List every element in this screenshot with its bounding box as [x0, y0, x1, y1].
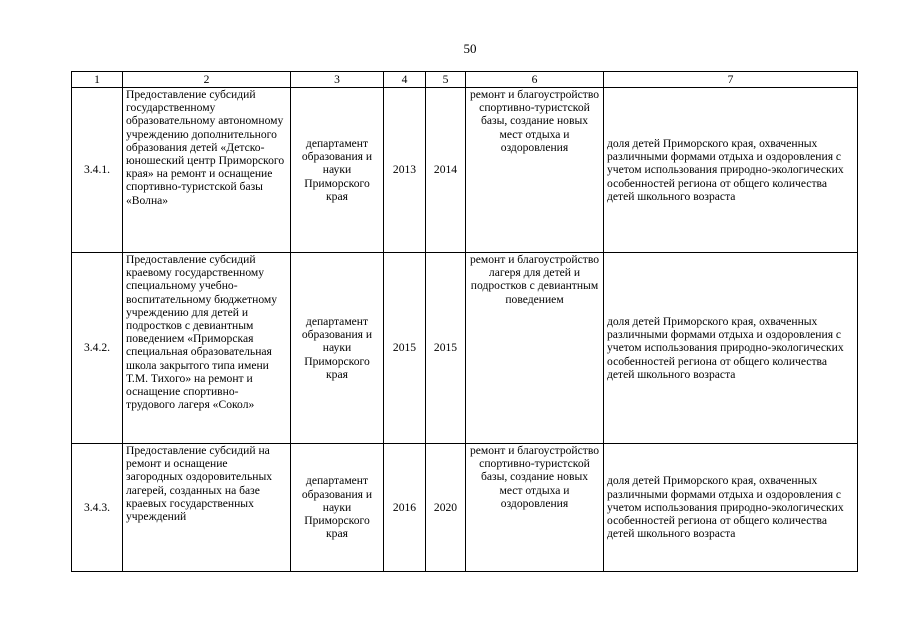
table-row — [72, 444, 858, 572]
header-col-6: 6 — [466, 72, 604, 88]
end-year: 2015 — [426, 253, 466, 444]
indicator: доля детей Приморского края, охваченных различными формами отдыха и оздоровления с учетом использования природно-экологических особенностей региона от общего количества детей школьного возраста — [604, 88, 858, 253]
end-year: 2014 — [426, 88, 466, 253]
executor: департамент образования и науки Приморского края — [291, 444, 384, 572]
indicator: доля детей Приморского края, охваченных различными формами отдыха и оздоровления с учетом использования природно-экологических особенностей региона от общего количества детей школьного возраста — [604, 253, 858, 444]
table-row — [72, 253, 858, 444]
expected-result: ремонт и благоустройство лагеря для детей и подростков с девиантным поведением — [466, 253, 604, 444]
end-year: 2020 — [426, 444, 466, 572]
header-col-1: 1 — [72, 72, 123, 88]
executor: департамент образования и науки Приморского края — [291, 253, 384, 444]
row-number: 3.4.1. — [72, 88, 123, 253]
start-year: 2013 — [384, 88, 426, 253]
header-col-2: 2 — [123, 72, 291, 88]
expected-result: ремонт и благоустройство спортивно-туристской базы, создание новых мест отдыха и оздоровления — [466, 88, 604, 253]
table-row — [72, 88, 858, 253]
expected-result: ремонт и благоустройство спортивно-туристской базы, создание новых мест отдыха и оздоровления — [466, 444, 604, 572]
executor: департамент образования и науки Приморского края — [291, 88, 384, 253]
activity-name: Предоставление субсидий краевому государственному специальному учебно-воспитательному бюджетному учреждению для детей и подростков с девиантным поведением «Приморская специальная образовательная школа закрытого типа имени Т.М. Тихого» на ремонт и оснащение спортивно-трудового лагеря «Сокол» — [123, 253, 291, 444]
start-year: 2016 — [384, 444, 426, 572]
row-number: 3.4.3. — [72, 444, 123, 572]
header-col-3: 3 — [291, 72, 384, 88]
start-year: 2015 — [384, 253, 426, 444]
activity-name: Предоставление субсидий на ремонт и оснащение загородных оздоровительных лагерей, созданных на базе краевых государственных учреждений — [123, 444, 291, 572]
page-number: 50 — [463, 41, 477, 56]
header-col-5: 5 — [426, 72, 466, 88]
indicator: доля детей Приморского края, охваченных различными формами отдыха и оздоровления с учетом использования природно-экологических особенностей региона от общего количества детей школьного возраста — [604, 444, 858, 572]
activity-name: Предоставление субсидий государственному образовательному автономному учреждению дополнительного образования детей «Детско-юношеский центр Приморского края» на ремонт и оснащение спортивно-туристской базы «Волна» — [123, 88, 291, 253]
row-number: 3.4.2. — [72, 253, 123, 444]
header-col-4: 4 — [384, 72, 426, 88]
header-col-7: 7 — [604, 72, 858, 88]
program-activities-table — [71, 71, 858, 572]
header-row — [72, 72, 858, 88]
